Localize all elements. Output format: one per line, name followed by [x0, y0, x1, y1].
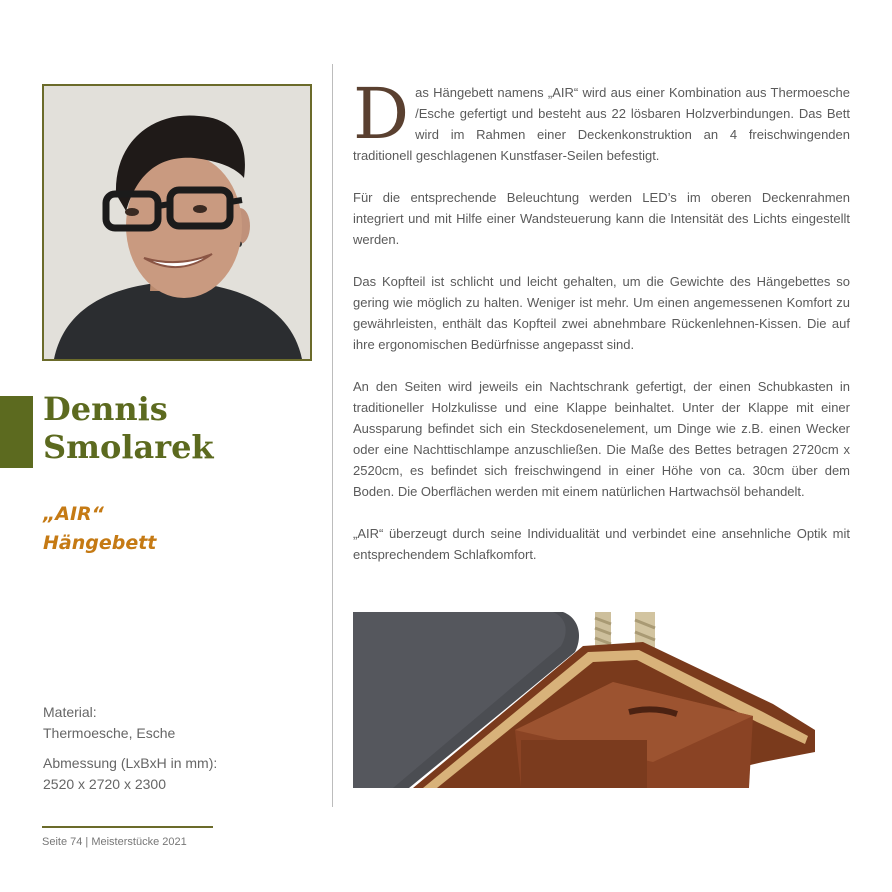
article-body [353, 73, 850, 586]
paragraph-4: An den Seiten wird jeweils ein Nachtschrank gefertigt, der einen Schubkasten in traditioneller Holzkulisse und eine Klappe beinhaltet. Unter der Klappe mit einer Aussparung befindet sich ein Steckdosenelement, um Dinge wie z.B. einen Wecker oder eine Nachttischlampe anzuschließen. Die Maße des Bettes betragen 2720cm x 2520cm, es befindet sich freischwingend in einer Höhe von ca. 30cm über dem Boden. Die Oberflächen werden mit einem natürlichen Hartwachsöl behandelt. [353, 379, 850, 499]
paragraph-1 [353, 73, 850, 166]
project-title-name: „AIR“ [43, 503, 104, 525]
bed-photo-icon [353, 612, 815, 788]
author-first-name: Dennis [43, 390, 168, 428]
author-last-name: Smolarek [43, 428, 214, 466]
material-label: Material: [43, 704, 97, 720]
project-title-type: Hängebett [43, 532, 157, 554]
paragraph-3: Das Kopfteil ist schlicht und leicht gehalten, um die Gewichte des Hängebettes so gering wie möglich zu halten. Weniger ist mehr. Um einen angemessenen Komfort zu gewährleisten, enthält das Kopfteil zwei abnehmbare Rückenlehnen-Kissen. Die auf ihre ergonomischen Bedürfnisse angepasst sind. [353, 274, 850, 352]
specs [43, 702, 313, 795]
dropcap: D [353, 73, 410, 155]
dimension-value: 2520 x 2720 x 2300 [43, 776, 166, 792]
page-footer: Seite 74 | Meisterstücke 2021 [42, 836, 187, 848]
accent-bar [0, 396, 33, 468]
dimension-label: Abmessung (LxBxH in mm): [43, 755, 218, 771]
material-value: Thermoesche, Esche [43, 725, 176, 741]
paragraph-1-text: as Hängebett namens „AIR“ wird aus einer Kombination aus Thermoesche /Esche gefertigt und besteht aus 22 lösbaren Holzverbindungen. Das Bett wird im Rahmen einer Deckenkonstruktion an 4 freischwingenden traditionell geschlagenen Kunstfaser-Seilen befestigt. [353, 85, 850, 163]
paragraph-5: „AIR“ überzeugt durch seine Individualität und verbindet eine ansehnliche Optik mit entsprechendem Schlafkomfort. [353, 526, 850, 562]
bed-photo [353, 612, 815, 788]
paragraph-2: Für die entsprechende Beleuchtung werden LED’s im oberen Deckenrahmen integriert und mit Hilfe einer Wandsteuerung kann die Intensität des Lichts eingestellt werden. [353, 190, 850, 247]
footer-rule [42, 826, 213, 828]
author-photo [42, 84, 312, 361]
column-divider [332, 64, 333, 807]
project-title [43, 500, 313, 558]
author-name [43, 390, 313, 466]
portrait-icon [44, 86, 310, 359]
